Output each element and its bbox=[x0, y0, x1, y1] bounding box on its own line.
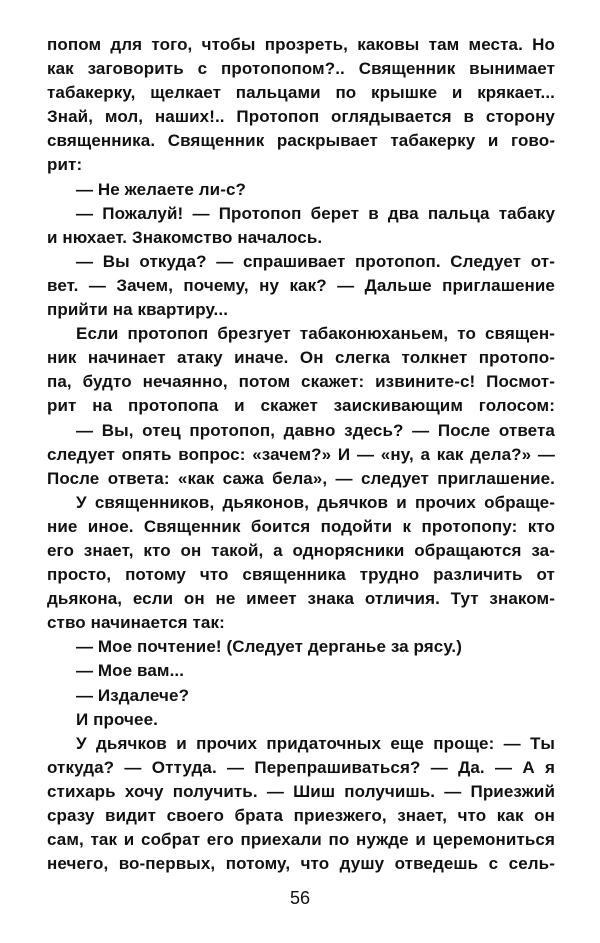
text-line: вет. — Зачем, почему, ну как? — Дальше приглашение bbox=[47, 275, 555, 295]
text-line: дьякона, если он не имеет знака отличия. Тут знаком- bbox=[47, 589, 555, 609]
text-line: сразу видит своего брата приезжего, знает, что как он bbox=[47, 806, 555, 825]
text-line: нечего, во-первых, потому, что душу отведешь с сель- bbox=[47, 854, 555, 874]
text-line: стихарь хочу получить. — Шиш получишь. — Приезжий bbox=[47, 781, 555, 801]
text-line: следует опять вопрос: «зачем?» И — «ну, а как дела?» — bbox=[47, 444, 555, 464]
text-line: — Не желаете ли-с? bbox=[76, 179, 246, 199]
body-text bbox=[47, 33, 555, 876]
text-line: прийти на квартиру... bbox=[47, 300, 229, 320]
text-line: — Пожалуй! — Протопоп берет в два пальца табаку bbox=[76, 203, 555, 223]
text-line: священника. Священник раскрывает табакерку и гово- bbox=[47, 131, 555, 151]
text-line: У священников, дьяконов, дьячков и прочих обраще- bbox=[76, 492, 555, 512]
text-line: Если протопоп брезгует табаконюханьем, то священ- bbox=[76, 324, 555, 344]
text-line: — Издалече? bbox=[76, 685, 190, 705]
text-line: — Вы откуда? — спрашивает протопоп. Следует от- bbox=[76, 251, 555, 271]
text-line: попом для того, чтобы прозреть, каковы там места. Но bbox=[47, 35, 555, 54]
text-line: его знает, кто он такой, а однорясники обращаются за- bbox=[47, 540, 555, 560]
text-line: как заговорить с протопопом?.. Священник вынимает bbox=[47, 59, 555, 79]
text-line: ние иное. Священник боится подойти к протопопу: кто bbox=[47, 516, 555, 536]
text-line: ник начинает атаку иначе. Он слегка толкнет протопо- bbox=[47, 348, 555, 368]
text-line: — Мое почтение! (Следует дерганье за рясу.) bbox=[76, 637, 463, 657]
text-line: откуда? — Оттуда. — Перепрашиваться? — Да. — А я bbox=[47, 757, 555, 777]
page-number: 56 bbox=[289, 888, 311, 908]
text-line: сам, так и собрат его приехали по нужде и церемониться bbox=[47, 830, 555, 850]
text-line: — Мое вам... bbox=[76, 661, 185, 681]
text-line: табакерку, щелкает пальцами по крышке и крякает... bbox=[47, 83, 555, 103]
text-line: рит на протопопа и скажет заискивающим голосом: bbox=[47, 396, 555, 416]
text-line: па, будто нечаянно, потом скажет: извините-с! Посмот- bbox=[47, 372, 555, 392]
text-line: — Вы, отец протопоп, давно здесь? — После ответа bbox=[76, 420, 555, 440]
text-line: рит: bbox=[47, 155, 83, 175]
text-line: И прочее. bbox=[76, 709, 158, 729]
text-line: ство начинается так: bbox=[47, 613, 225, 633]
text-line: и нюхает. Знакомство началось. bbox=[47, 227, 323, 247]
text-line: У дьячков и прочих придаточных еще проще: — Ты bbox=[76, 733, 555, 753]
text-line: просто, потому что священника трудно различить от bbox=[47, 565, 555, 585]
text-line: Знай, мол, наших!.. Протопоп оглядывается в сторону bbox=[47, 107, 555, 127]
text-line: После ответа: «как сажа бела», — следует приглашение. bbox=[47, 468, 555, 488]
